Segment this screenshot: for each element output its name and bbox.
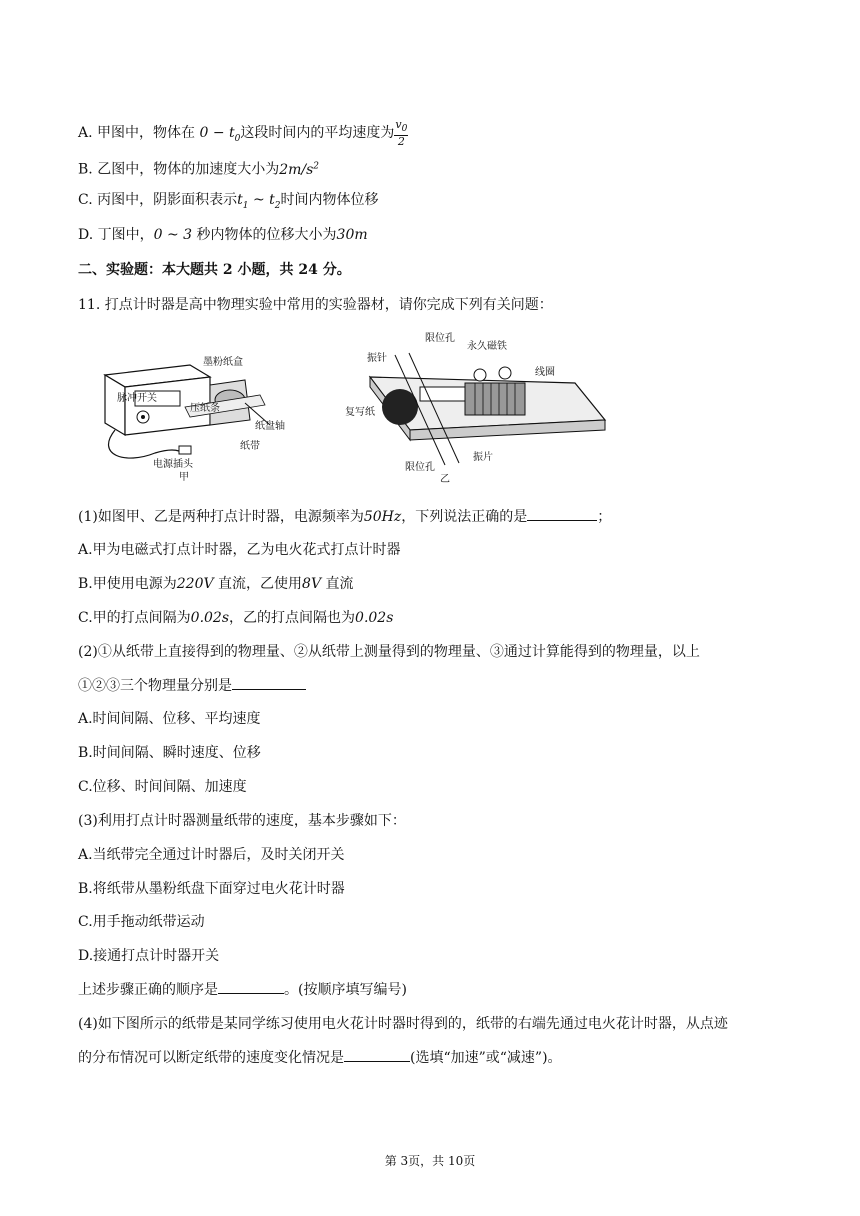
label-limit-hole-top: 限位孔 [425, 333, 455, 344]
answer-blank-3[interactable] [218, 981, 284, 994]
q11-part3-step-a: A.当纸带完全通过计时器后，及时关闭开关 [78, 847, 345, 863]
fraction-v0-over-2: $\frac{v_0}{2}$ [395, 118, 408, 149]
q11-stem: 11. 打点计时器是高中物理实验中常用的实验器材，请你完成下列有关问题： [78, 297, 553, 313]
q11-part4-line1: (4)如下图所示的纸带是某同学练习使用电火花计时器时得到的，纸带的右端先通过电火花计时器，从点迹 [78, 1016, 728, 1032]
q11-part1-stem: (1)如图甲、乙是两种打点计时器，电源频率为50Hz，下列说法正确的是 ； [78, 509, 612, 525]
answer-blank-1[interactable] [527, 508, 597, 521]
label-limit-hole-bottom: 限位孔 [405, 462, 435, 473]
label-tape: 纸带 [240, 441, 260, 452]
q11-part4-line2: 的分布情况可以断定纸带的速度变化情况是 (选填“加速”或“减速”)。 [78, 1050, 562, 1066]
q11-part3-step-b: B.将纸带从墨粉纸盘下面穿过电火花计时器 [78, 881, 345, 897]
option-d-value: 30m [336, 227, 368, 243]
label-pulse-switch: 脉冲开关 [117, 393, 157, 404]
q11-part1-option-a: A.甲为电磁式打点计时器，乙为电火花式打点计时器 [78, 542, 401, 558]
label-plug: 电源插头 [153, 459, 193, 470]
q11-part3-order: 上述步骤正确的顺序是 。(按顺序填写编号) [78, 982, 407, 998]
option-c-text: C. 丙图中，阴影面积表示 [78, 192, 238, 208]
q11-part1-option-b: B.甲使用电源为220V 直流，乙使用8V 直流 [78, 576, 354, 592]
label-press-strip: 压纸条 [190, 403, 220, 414]
q11-part2-stem-line2: ①②③三个物理量分别是 [78, 677, 306, 695]
q11-part3-stem: (3)利用打点计时器测量纸带的速度，基本步骤如下： [78, 813, 406, 829]
option-a [78, 119, 408, 148]
option-d-math: 0 ~ 3 [153, 227, 193, 243]
timer-figures [95, 325, 615, 485]
q11-part3-step-d: D.接通打点计时器开关 [78, 948, 220, 964]
option-b-text: B. 乙图中，物体的加速度大小为 [78, 161, 280, 178]
label-carbon-paper: 复写纸 [345, 407, 375, 418]
label-coil: 线圈 [535, 367, 555, 378]
label-magnet: 永久磁铁 [467, 341, 507, 352]
label-vibrator: 振片 [473, 452, 493, 463]
q11-part2-stem-line1: (2)①从纸带上直接得到的物理量、②从纸带上测量得到的物理量、③通过计算能得到的物理量，以上 [78, 644, 700, 660]
option-a-text: A. 甲图中，物体在 [78, 125, 196, 142]
caption-jia: 甲 [179, 472, 189, 483]
page-footer: 第 3页，共 10页 [384, 1154, 476, 1168]
section-2-heading: 二、实验题：本大题共 2 小题，共 24 分。 [78, 262, 351, 278]
q11-part3-step-c: C.用手拖动纸带运动 [78, 914, 205, 930]
option-a-math: $0 - t_0$ [199, 125, 241, 144]
answer-blank-2[interactable] [232, 677, 306, 690]
option-a-suffix: 这段时间内的平均速度为 [240, 125, 395, 142]
answer-blank-4[interactable] [344, 1049, 410, 1062]
option-d-text: D. 丁图中， [78, 227, 154, 243]
option-b [78, 157, 319, 179]
option-d-mid: 秒内物体的位移大小为 [192, 227, 337, 243]
q11-part1-option-c: C.甲的打点间隔为0.02s，乙的打点间隔也为0.02s [78, 610, 394, 626]
q11-part2-option-c: C.位移、时间间隔、加速度 [78, 779, 247, 795]
option-c [78, 191, 379, 215]
option-c-suffix: 时间内物体位移 [280, 192, 379, 208]
q11-part2-option-b: B.时间间隔、瞬时速度、位移 [78, 745, 261, 761]
q11-part2-option-a: A.时间间隔、位移、平均速度 [78, 711, 261, 727]
label-needle: 振针 [367, 353, 387, 364]
label-ink-box: 墨粉纸盒 [203, 357, 243, 368]
label-reel-axis: 纸盘轴 [255, 421, 285, 432]
option-c-math: $t_1$ ~ $t_2$ [237, 192, 281, 211]
figure-yi [345, 331, 605, 485]
option-d [78, 226, 368, 244]
figure-jia [105, 355, 285, 483]
option-b-math: $2m/s^2$ [279, 161, 320, 178]
caption-yi: 乙 [440, 474, 450, 485]
